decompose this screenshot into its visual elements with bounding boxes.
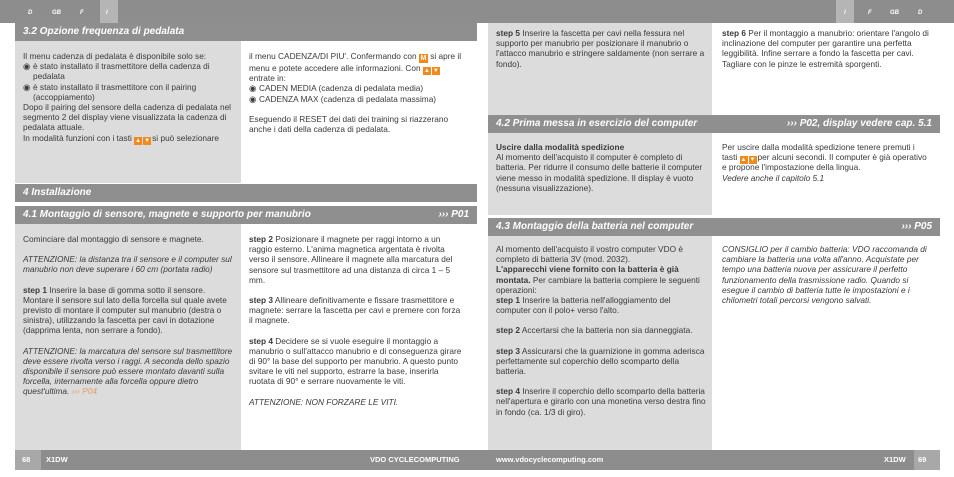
section-4-2-header	[488, 115, 940, 133]
step-3: step 3 Allineare definitivamente e fissare trasmettitore e magnete: serrare la fascetta per cavi e premere con forza il magnete.	[249, 295, 461, 326]
section-3-2-title: 3.2 Opzione frequenza di pedalata	[23, 26, 185, 37]
step-1: step 1 Inserire la base di gomma sotto il sensore. Montare il sensore sul lato della forcella sul quale avete previsto di montare il computer sul manubrio (destra o sinistra), utilizzando la fascetta per cavi in dotazione (dapprima lenta, non serrare a fondo).	[23, 284, 227, 336]
section-4-2-col2	[722, 142, 932, 183]
battery-step-1: step 1 Inserire la batteria nell'alloggiamento del computer con il polo+ verso l'alto.	[496, 295, 671, 316]
step-5: step 5 Inserire la fascetta per cavi nella fessura nel supporto per manubrio per posizionare il manubrio o l'attacco manubrio e stringere saldamente (non serrare a fondo).	[496, 28, 705, 69]
step-2: step 2 Posizionare il magnete per raggi intorno a un raggio esterno. L'anima magnetica argentata è rivolta verso il sensore. Allineare il magnete alla marcatura del sensore sul trasmettitore ad una distanza di circa 1 – 5 mm.	[249, 234, 453, 285]
lang-tab-i-left: I	[106, 10, 108, 16]
section-4-1-ref: ››› P01	[438, 209, 469, 220]
m-key-icon: M	[420, 55, 427, 62]
shipping-mode-heading: Uscire dalla modalità spedizione	[496, 142, 625, 152]
intro-text: Cominciare dal montaggio di sensore e magnete.	[23, 234, 204, 244]
section-4-2-col1	[496, 142, 706, 193]
page-number-right: 69	[918, 455, 927, 464]
reset-text: Eseguendo il RESET dei dati dei training si riazzerano anche i dati della cadenza di pedalata.	[249, 113, 449, 135]
screw-warning: ATTENZIONE: NON FORZARE LE VITI.	[249, 396, 399, 407]
section-4-1-header	[15, 206, 477, 224]
section-4-3-ref: ››› P05	[901, 221, 932, 232]
section-4-title: 4 Installazione	[23, 187, 92, 198]
top-bar-left-active-tab	[100, 0, 118, 23]
brand-name: VDO CYCLECOMPUTING	[370, 455, 460, 464]
lang-tab-f-left: F	[80, 10, 84, 16]
ref-p04[interactable]: ››› P04	[71, 386, 97, 397]
menu-text: il menu CADENZA/DI PIU'. Confermando con M si apre il menu e potete accedere alle informazioni. Con ▲ ▼ entrate in:	[249, 51, 462, 84]
see-chapter-text: Vedere anche il capitolo 5.1	[722, 172, 825, 183]
bullet-item: ◉ CADEN MEDIA (cadenza di pedalata media)	[249, 83, 424, 94]
section-4-1-title: 4.1 Montaggio di sensore, magnete e supporto per manubrio	[23, 209, 311, 220]
step-6: step 6 Per il montaggio a manubrio: orientare l'angolo di inclinazione del computer per garantire una perfetta leggibilità. Infine serrare a fondo la fascetta per cavi. Tagliare con le pinze le estremità sporgenti.	[722, 28, 929, 69]
section-3-2-col1	[23, 51, 235, 143]
lang-tab-gb-left: GB	[52, 10, 61, 16]
shipping-mode-text: Al momento dell'acquisto il computer è completo di batteria. Per ridurre il consumo delle batterie il computer viene messo in modalità spedizione. Il display è vuoto (nessuna visualizzazione).	[496, 152, 703, 193]
bullet-item: ◉ CADENZA MAX (cadenza di pedalata massima)	[249, 93, 437, 104]
section-4-3-title: 4.3 Montaggio della batteria nel computer	[496, 221, 694, 232]
battery-step-3: step 3 Assicurarsi che la guarnizione in gomma aderisca perfettamente sul coperchio dello scomparto della batteria.	[496, 345, 705, 377]
up-down-keys-icon: ▲ ▼	[740, 157, 756, 164]
section-4-3-col1	[496, 244, 706, 417]
section-4-2-title: 4.2 Prima messa in esercizio del computer	[496, 118, 698, 129]
step-6-block	[722, 28, 934, 69]
section-4-3-col2	[722, 244, 932, 305]
section-4-header	[15, 184, 477, 202]
battery-bold-text: L'apparecchi viene fornito con la batteria è già montata. Per cambiare la batteria compiere le seguenti operazioni:	[496, 264, 700, 295]
lang-tab-d-left: D	[28, 10, 33, 16]
battery-step-4: step 4 Inserire il coperchio dello scomparto della batteria nell'apertura e girarlo con una monetina verso destra fino in fondo (ca. 1/3 di giro).	[496, 386, 706, 417]
distance-note: ATTENZIONE: la distanza tra il sensore e il computer sul manubrio non deve superare i 60 cm (portata radio)	[23, 254, 232, 275]
top-bar-left	[0, 0, 477, 23]
section-4-3-header	[488, 218, 940, 236]
bullet-item: ◉ è stato installato il trasmettitore con il pairing (accoppiamento)	[23, 81, 197, 102]
section-4-2-ref: ››› P02, display vedere cap. 5.1	[786, 118, 932, 129]
step-4: step 4 Decidere se si vuole eseguire il montaggio a manubrio o sull'attacco manubrio e di conseguenza girare di 90° la base del supporto per manubrio. A questo punto svitare le viti nel supporto, estrarre la base, inserirla ruotata di 90° e serrare nuovamente le viti.	[249, 335, 462, 387]
marking-note: ATTENZIONE: la marcatura del sensore sul trasmettitore deve essere rivolta verso i raggi. A seconda dello spazio disponibile il sensore può essere montato davanti sulla forcella, internamente alla forcella oppure dietro quest'ultima. ››› P04	[23, 345, 233, 397]
cadence-availability: Il menu cadenza di pedalata è disponibile solo se:	[23, 51, 207, 61]
lang-tab-d-right: D	[918, 10, 923, 16]
function-mode-text: In modalità funzioni con i tasti ▲ ▼ si può selezionare	[23, 132, 220, 144]
section-3-2-header	[15, 23, 477, 41]
top-bar-right	[477, 0, 954, 23]
lang-tab-f-right: F	[868, 10, 872, 16]
section-4-1-col2	[249, 234, 464, 407]
bullet-item: ◉ è stato installato il trasmettitore della cadenza di pedalata	[23, 61, 210, 82]
footer-bar	[15, 450, 940, 470]
exit-shipping-text: Per uscire dalla modalità spedizione tenere premuti i tasti ▲ ▼ per alcuni secondi. Il computer è già operativo e propone l'impostazione della lingua.	[722, 142, 927, 173]
lang-tab-gb-right: GB	[890, 10, 899, 16]
up-down-keys-icon: ▲ ▼	[135, 137, 151, 144]
step-5-block	[496, 28, 706, 69]
website-url[interactable]: www.vdocyclecomputing.com	[496, 455, 604, 464]
battery-tip: CONSIGLIO per il cambio batteria: VDO raccomanda di cambiare la batteria una volta all'anno. Acquistate per tempo una batteria nuova per assicurare il perfetto funzionamento della trasmissione radio. Quando si esegue il cambio di batteria tutte le impostazioni e i chilometri totali percorsi vengono salvati.	[722, 244, 927, 306]
battery-step-2: step 2 Accertarsi che la batteria non sia danneggiata.	[496, 325, 693, 336]
model-right: X1DW	[884, 455, 906, 464]
battery-intro: Al momento dell'acquisto il vostro computer VDO è completo di batteria 3V (mod. 2032).	[496, 244, 683, 265]
section-4-1-col1	[23, 234, 235, 397]
lang-tab-i-right: I	[844, 10, 846, 16]
up-down-keys-icon: ▲ ▼	[423, 68, 439, 74]
model-left: X1DW	[46, 455, 68, 464]
page-number-left: 68	[22, 455, 31, 464]
pairing-text: Dopo il pairing del sensore della cadenza di pedalata nel segmento 2 del display viene visualizzata la cadenza di pedalata attuale.	[23, 102, 232, 133]
section-3-2-col2	[249, 51, 464, 134]
